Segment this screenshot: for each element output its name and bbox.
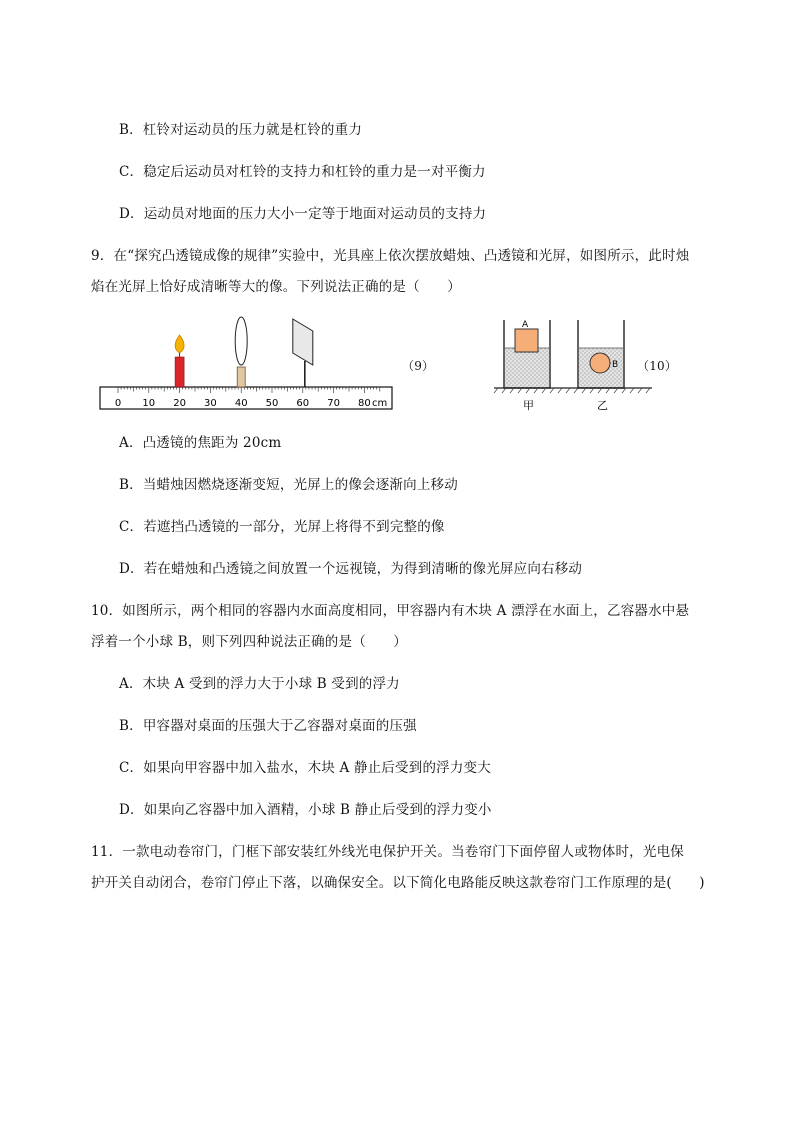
ball-b: [590, 353, 610, 373]
label-jia: 甲: [523, 399, 534, 412]
lens-glass: [235, 317, 247, 365]
q10-option-a: A．木块 A 受到的浮力大于小球 B 受到的浮力: [119, 676, 400, 692]
candle: [175, 335, 184, 387]
label-a: A: [522, 320, 529, 330]
q8-option-c: C．稳定后运动员对杠铃的支持力和杠铃的重力是一对平衡力: [119, 164, 486, 180]
q10-stem-line1: 10．如图所示，两个相同的容器内水面高度相同，甲容器内有木块 A 漂浮在水面上，乙容器水中悬: [91, 603, 690, 619]
ruler-tick-label: 20: [173, 398, 186, 409]
figure-9-label: （9）: [402, 359, 435, 373]
ruler-tick-label: 40: [234, 398, 248, 409]
q8-option-b: B．杠铃对运动员的压力就是杠铃的重力: [119, 122, 363, 138]
q10-option-b: B．甲容器对桌面的压强大于乙容器对桌面的压强: [119, 718, 417, 734]
label-b: B: [612, 360, 619, 370]
q10-option-d: D．如果向乙容器中加入酒精，小球 B 静止后受到的浮力变小: [119, 802, 492, 818]
ruler-tick-label: 0: [114, 398, 122, 409]
screen-panel: [293, 319, 313, 365]
wood-block-a: [515, 329, 538, 352]
q9-option-d: D．若在蜡烛和凸透镜之间放置一个远视镜，为得到清晰的像光屏应向右移动: [119, 561, 583, 577]
water-jia: [505, 348, 549, 388]
ruler-tick-label: 10: [142, 398, 156, 409]
q9-option-c: C．若遮挡凸透镜的一部分，光屏上将得不到完整的像: [119, 519, 445, 535]
q8-option-d: D．运动员对地面的压力大小一定等于地面对运动员的支持力: [119, 206, 487, 222]
candle-flame: [175, 335, 184, 353]
label-yi: 乙: [597, 399, 608, 412]
q11-stem-line1: 11．一款电动卷帘门，门框下部安装红外线光电保护开关。当卷帘门下面停留人或物体时，光电保: [91, 844, 684, 860]
q11-stem-line2: 护开关自动闭合，卷帘门停止下落，以确保安全。以下简化电路能反映这款卷帘门工作原理的是( ): [91, 875, 705, 891]
figure-9-optical-bench: [96, 314, 446, 414]
lens-holder: [237, 367, 245, 387]
q10-stem-line2: 浮着一个小球 B，则下列四种说法正确的是（ ）: [91, 634, 408, 650]
q10-option-c: C．如果向甲容器中加入盐水，木块 A 静止后受到的浮力变大: [119, 760, 491, 776]
ruler-tick-label: 50: [265, 398, 279, 409]
light-screen: [293, 319, 313, 387]
table-hatching: [494, 388, 650, 393]
q9-option-a: A．凸透镜的焦距为 20cm: [119, 435, 282, 451]
ruler-tick-label: 30: [204, 398, 217, 409]
convex-lens: [235, 317, 247, 387]
ruler-tick-label: 70: [327, 398, 340, 409]
ruler-unit-label: cm: [372, 398, 388, 409]
ruler-tick-label: 80: [358, 398, 371, 409]
q9-stem-line1: 9．在“探究凸透镜成像的规律”实验中，光具座上依次摆放蜡烛、凸透镜和光屏，如图所示，此时烛: [91, 248, 690, 264]
candle-body: [175, 357, 184, 387]
ruler-tick-label: 60: [296, 398, 310, 409]
container-yi: [578, 320, 624, 388]
container-jia: [504, 320, 550, 388]
q9-stem-line2: 焰在光屏上恰好成清晰等大的像。下列说法正确的是（ ）: [91, 279, 461, 295]
figure-10-label: （10）: [637, 359, 678, 373]
q9-option-b: B．当蜡烛因燃烧逐渐变短，光屏上的像会逐渐向上移动: [119, 477, 458, 493]
